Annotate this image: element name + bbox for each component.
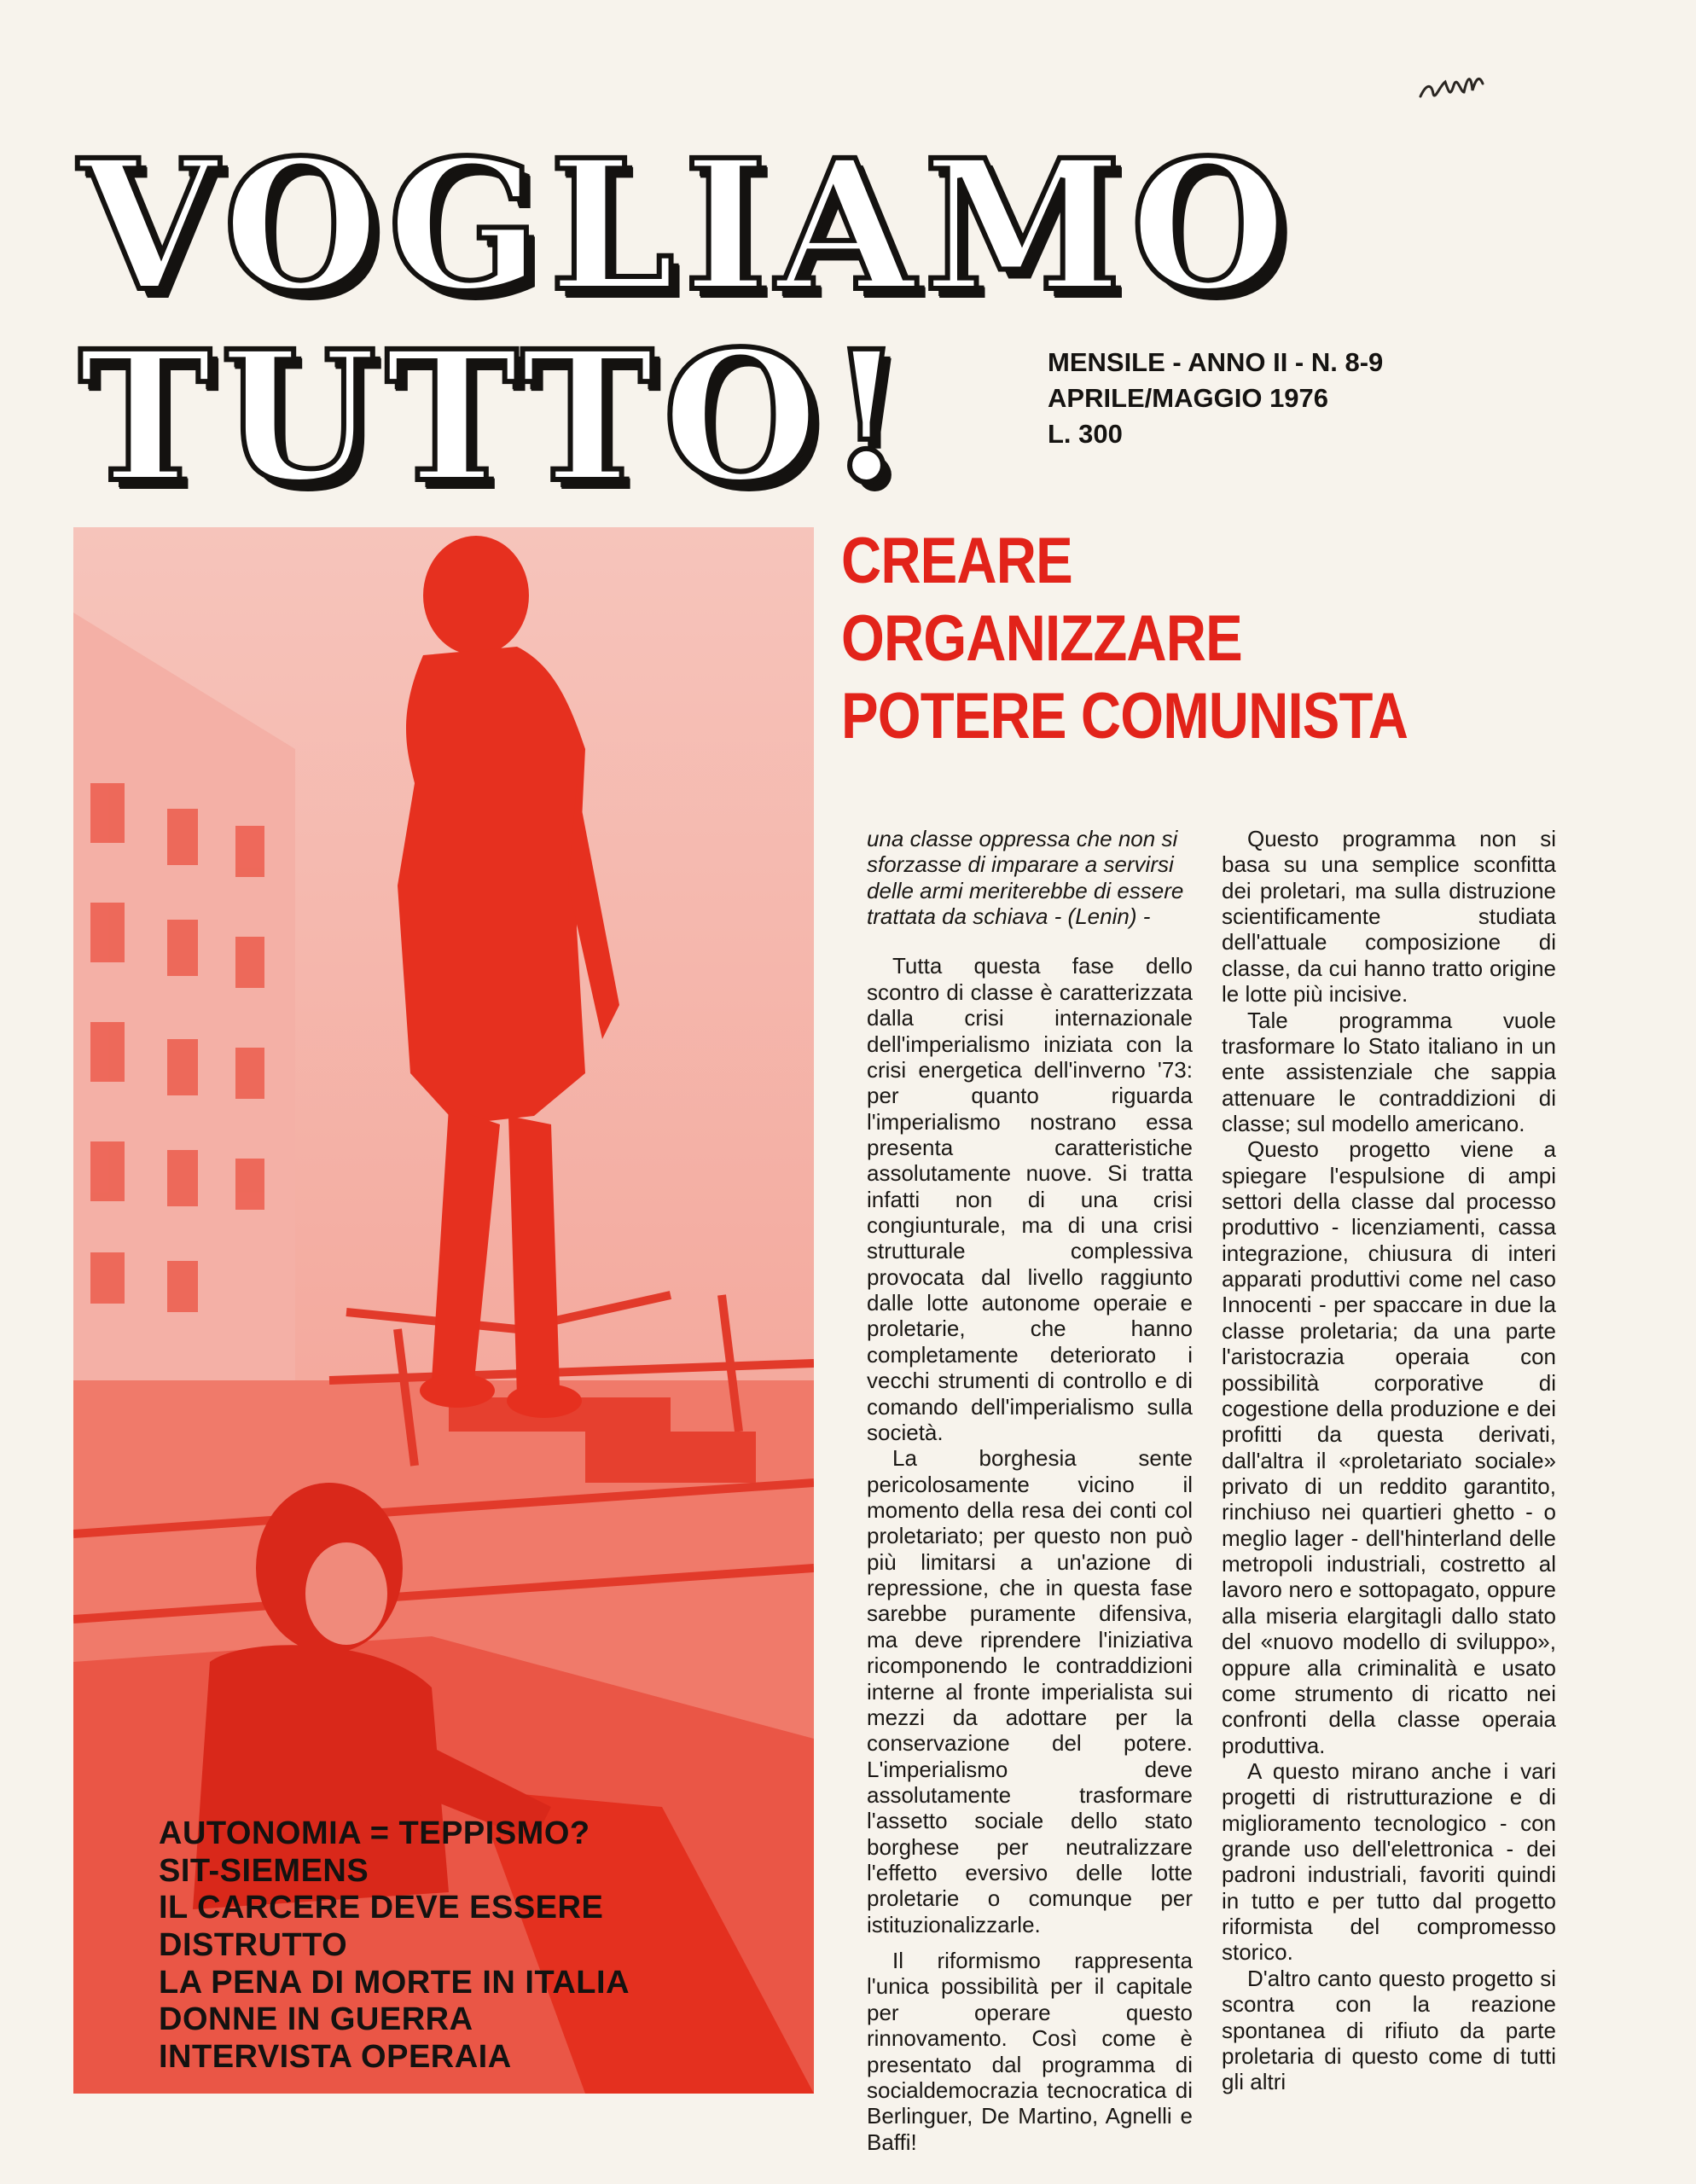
contents-item[interactable]: SIT-SIEMENS xyxy=(159,1852,369,1889)
masthead-title-line2: TUTTO! xyxy=(78,311,915,522)
masthead-title-line1: VOGLIAMO xyxy=(78,120,1295,331)
article-paragraph: D'altro canto questo progetto si scontra con la reazione spontanea di rifiuto da parte proletaria di questo come di tutti gli altri xyxy=(1222,1965,1556,2095)
issue-date: APRILE/MAGGIO 1976 xyxy=(1048,383,1329,414)
contents-item[interactable]: LA PENA DI MORTE IN ITALIA xyxy=(159,1964,630,2001)
headline-line: CREARE xyxy=(841,525,1072,597)
issue-periodicity: MENSILE - ANNO II - N. 8-9 xyxy=(1048,347,1384,377)
headline-line: POTERE COMUNISTA xyxy=(841,680,1408,753)
article-paragraph: Questo progetto viene a spiegare l'espulsione di ampi settori della classe dal processo produttivo - licenziamenti, cassa integrazione, chiusura di interi apparati produttivi come nel caso Innocenti - per spaccare in due la classe proletaria; da una parte l'aristocrazia operaia con possibilità corporative di cogestione della produzione e dei profitti da questa derivati, dall'altra il «proletariato sociale» privato di un reddito garantito, rinchiuso nei quartieri ghetto - o meglio lager - dell'hinterland delle metropoli industriali, costretto al lavoro nero e sottopagato, oppure alla miseria elargitagli dallo stato del «nuovo modello di sviluppo», oppure alla criminalità e usato come strumento di ricatto nei confronti della classe operaia produttiva. xyxy=(1222,1136,1556,1758)
issue-info xyxy=(1048,345,1383,452)
contents-list xyxy=(159,1815,630,2077)
article-paragraph: Questo programma non si basa su una semplice sconfitta dei proletari, ma sulla distruzione scientificamente studiata dell'attuale composizione di classe, da cui hanno tratto origine le lotte più incisive. xyxy=(1222,826,1556,1008)
issue-price: L. 300 xyxy=(1048,419,1123,450)
epigraph-quote: una classe oppressa che non si sforzasse di imparare a servirsi delle armi meriterebbe di essere trattata da schiava - (Lenin) - xyxy=(867,826,1184,930)
contents-item[interactable]: DONNE IN GUERRA xyxy=(159,2001,473,2038)
article-paragraph: A questo mirano anche i vari progetti di ristrutturazione e di miglioramento tecnologico - con grande uso dell'elettronica - dei padroni industriali, favoriti quindi in tutto e per tutto dal progetto riformista del compromesso storico. xyxy=(1222,1757,1556,1966)
handwritten-signature xyxy=(1416,67,1493,109)
contents-item[interactable]: AUTONOMIA = TEPPISMO? xyxy=(159,1815,590,1851)
article-headline xyxy=(841,522,1408,756)
article-paragraph: La borghesia sente pericolosamente vicino il momento della resa dei conti col proletariato; per questo non può più limitarsi a un'azione di repressione, che in questa fase sarebbe puramente difensiva, ma deve riprendere l'iniziativa ricomponendo le contraddizioni interne al fronte imperialista sui mezzi da adottare per la conservazione del potere. L'imperialismo deve assolutamente trasformare l'assetto sociale dello stato borghese per neutralizzare l'effetto eversivo delle lotte proletarie o comunque per istituzionalizzarle. xyxy=(867,1445,1193,1937)
article-column-1 xyxy=(867,826,1193,2155)
contents-item[interactable]: DISTRUTTO xyxy=(159,1927,348,1964)
contents-item[interactable]: INTERVISTA OPERAIA xyxy=(159,2039,512,2076)
article-paragraph: Tale programma vuole trasformare lo Stato italiano in un ente assistenziale che sappia attenuare le contraddizioni di classe; sul modello americano. xyxy=(1222,1007,1556,1136)
article-column-2 xyxy=(1222,826,1556,2095)
article-paragraph: Il riformismo rappresenta l'unica possibilità per il capitale per operare questo rinnovamento. Così come è presentato dal programma di socialdemocrazia tecnocratica di Berlinguer, De Martino, Agnelli e Baffi! xyxy=(867,1948,1193,2155)
contents-item[interactable]: IL CARCERE DEVE ESSERE xyxy=(159,1890,604,1926)
article-paragraph: Tutta questa fase dello scontro di classe è caratterizzata dalla crisi internazionale dell'imperialismo iniziata con la crisi energetica dell'inverno '73: per quanto riguarda l'imperialismo nostrano essa presenta caratteristiche assolutamente nuove. Si tratta infatti non di una crisi congiunturale, ma di una crisi strutturale complessiva provocata dal livello raggiunto dalle lotte autonome operaie e proletarie, che hanno completamente deteriorato i vecchi strumenti di controllo e di comando dell'imperialismo sulla società. xyxy=(867,953,1193,1445)
headline-line: ORGANIZZARE xyxy=(841,602,1242,676)
